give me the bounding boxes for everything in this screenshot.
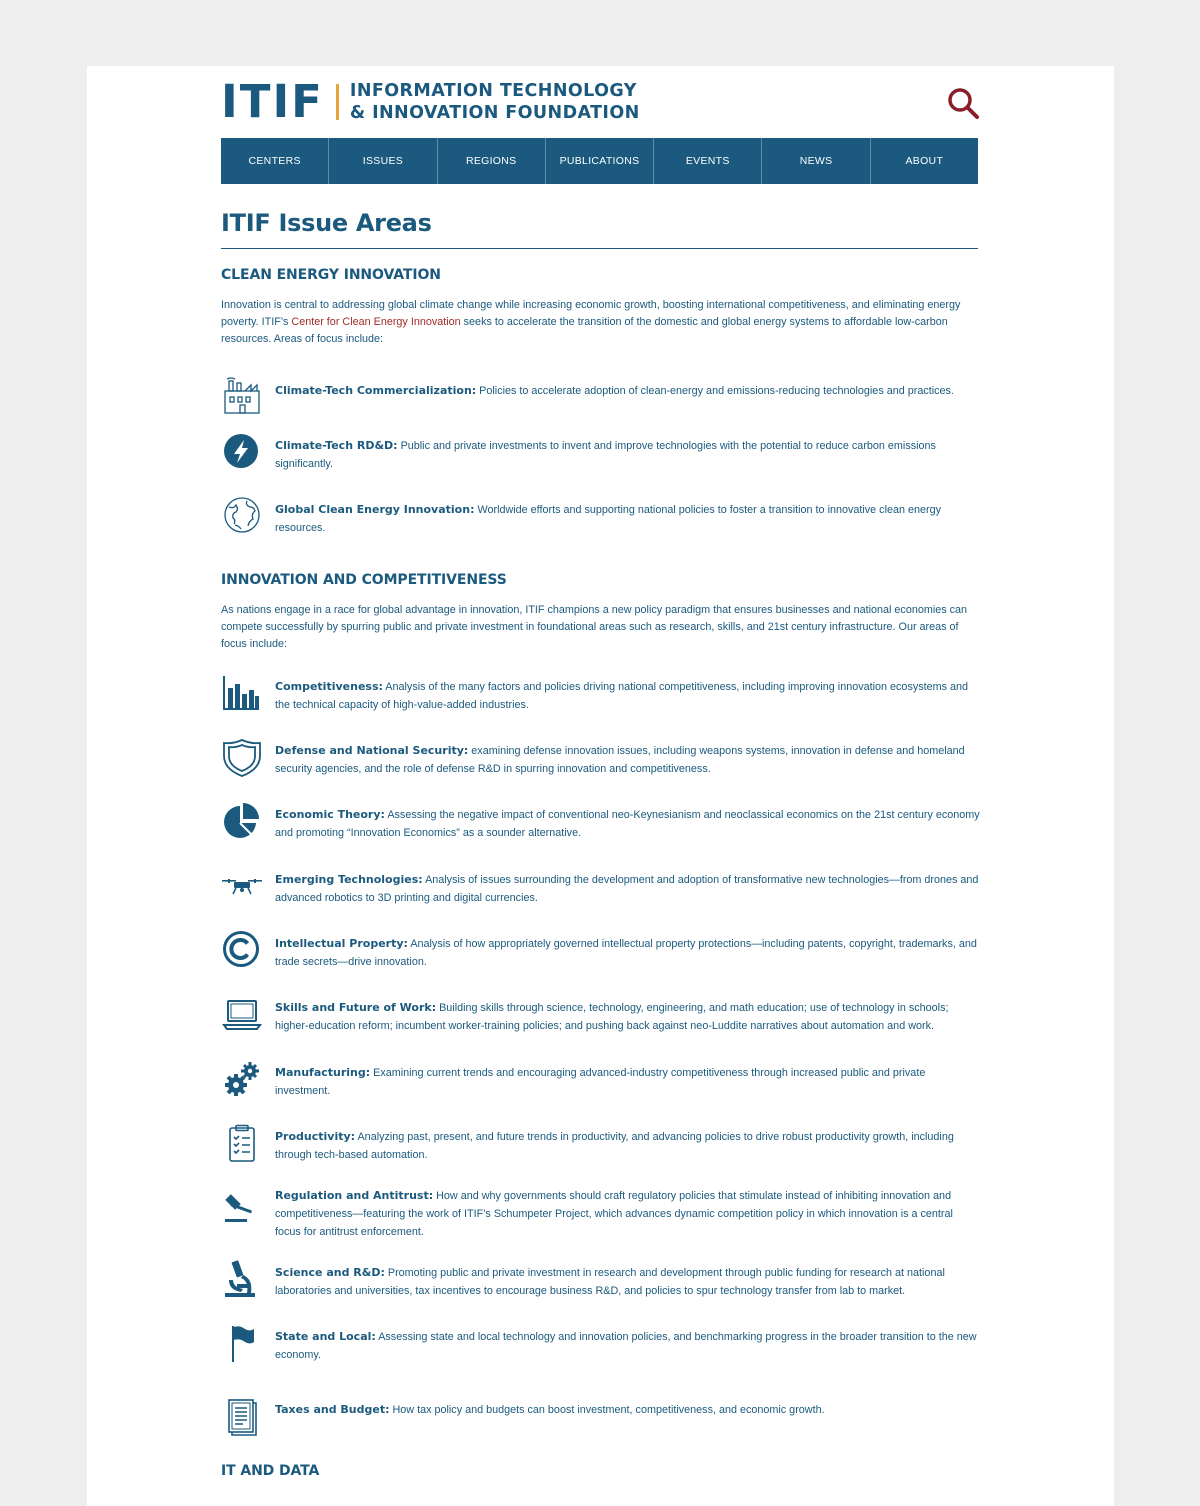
logo-line-2: & INNOVATION FOUNDATION (349, 103, 640, 123)
nav-centers[interactable]: CENTERS (221, 138, 329, 184)
item-text (275, 678, 981, 714)
item-title[interactable]: Taxes and Budget: (275, 1403, 390, 1416)
search-icon (944, 84, 982, 122)
item-description: Assessing the negative impact of conventional neo-Keynesianism and neoclassical economics on the 21st century economy and promoting “Innovation Economics” as a sounder alternative. (275, 809, 980, 839)
list-item (221, 501, 981, 537)
item-text (275, 501, 981, 537)
nav-regions[interactable]: REGIONS (438, 138, 546, 184)
intro-text: Innovation is central to addressing global climate change while increasing economic growth, boosting international competitiveness, and eliminating energy poverty. ITIF’s (221, 299, 961, 328)
item-text (275, 381, 954, 400)
flag-icon (221, 1324, 263, 1364)
search-button[interactable] (944, 84, 982, 122)
item-text (275, 935, 981, 971)
item-title[interactable]: Emerging Technologies: (275, 873, 423, 886)
logo-divider (336, 84, 339, 120)
item-description: Analysis of how appropriately governed intellectual property protections—including patents, copyright, trademarks, and trade secrets—drive innovation. (275, 938, 977, 968)
logo-mark: ITIF (221, 75, 324, 128)
title-divider (221, 248, 978, 249)
item-text (275, 1064, 981, 1100)
nav-events[interactable]: EVENTS (654, 138, 762, 184)
item-description: Analysis of the many factors and policies driving national competitiveness, including improving innovation ecosystems and the technical capacity of high-value-added industries. (275, 681, 969, 711)
item-title[interactable]: Economic Theory: (275, 808, 385, 821)
section-heading-innovation: INNOVATION AND COMPETITIVENESS (221, 572, 507, 588)
item-title[interactable]: Climate-Tech Commercialization: (275, 384, 477, 397)
item-title[interactable]: Manufacturing: (275, 1066, 371, 1079)
itif-logo[interactable] (221, 75, 640, 128)
item-description: Assessing state and local technology and innovation policies, and benchmarking progress in the broader transition to the new economy. (275, 1331, 977, 1361)
item-description: Public and private investments to invent and improve technologies with the potential to reduce carbon emissions significantly. (275, 440, 936, 470)
globe-icon (221, 497, 263, 537)
nav-news[interactable]: NEWS (762, 138, 870, 184)
item-title[interactable]: Climate-Tech RD&D: (275, 439, 398, 452)
item-description: Policies to accelerate adoption of clean-energy and emissions-reducing technologies and practices. (476, 385, 954, 397)
item-text (275, 999, 981, 1035)
item-title[interactable]: Global Clean Energy Innovation: (275, 503, 475, 516)
item-title[interactable]: Science and R&D: (275, 1266, 385, 1279)
list-item (221, 806, 981, 842)
item-title[interactable]: Defense and National Security: (275, 744, 469, 757)
section-heading-clean-energy: CLEAN ENERGY INNOVATION (221, 267, 441, 283)
item-title[interactable]: Competitiveness: (275, 680, 383, 693)
lightning-icon (221, 433, 263, 473)
laptop-icon (221, 995, 263, 1035)
list-item (221, 1064, 981, 1100)
list-item (221, 678, 981, 714)
item-description: Examining current trends and encouraging advanced-industry competitiveness through increased public and private investment. (275, 1067, 926, 1097)
item-text (275, 742, 981, 778)
item-description: How and why governments should craft regulatory policies that stimulate instead of inhibiting innovation and competitiveness—featuring the work of ITIF’s Schumpeter Project, which advances dynamic competition policy in which innovation is a central focus for antitrust enforcement. (275, 1190, 953, 1238)
item-description: examining defense innovation issues, including weapons systems, innovation in defense and homeland security agencies, and the role of defense R&D in spurring innovation and competitiveness. (275, 745, 965, 775)
item-title[interactable]: Intellectual Property: (275, 937, 408, 950)
item-text (275, 1328, 981, 1364)
item-text (275, 1401, 825, 1419)
copyright-icon (221, 931, 263, 971)
factory-icon (221, 377, 263, 417)
shield-icon (221, 738, 263, 778)
nav-about[interactable]: ABOUT (905, 155, 944, 167)
list-item (221, 1328, 981, 1364)
item-text (275, 437, 981, 473)
clipboard-icon (221, 1124, 263, 1164)
item-title[interactable]: Regulation and Antitrust: (275, 1189, 434, 1202)
list-item (221, 999, 981, 1035)
pie-chart-icon (221, 802, 263, 842)
logo-line-1: INFORMATION TECHNOLOGY (349, 81, 637, 101)
main-nav (221, 138, 978, 184)
item-description: Worldwide efforts and supporting national policies to foster a transition to innovative clean energy resources. (275, 504, 942, 534)
drone-icon (221, 867, 263, 907)
list-item (221, 1128, 981, 1164)
list-item (221, 437, 981, 473)
page-title: ITIF Issue Areas (221, 209, 432, 237)
section-intro-innovation: As nations engage in a race for global advantage in innovation, ITIF champions a new policy paradigm that ensures businesses and national economies can compete successfully by spurring public and private investment in foundational areas such as research, skills, and 21st century infrastructure. Our areas of focus include: (221, 604, 968, 650)
list-item (221, 1187, 981, 1241)
item-title[interactable]: State and Local: (275, 1330, 376, 1343)
section-intro-clean-energy (221, 297, 981, 348)
item-text (275, 806, 981, 842)
center-clean-energy-link[interactable]: Center for Clean Energy Innovation (291, 316, 461, 328)
logo-text (350, 80, 640, 124)
list-item (221, 1264, 981, 1300)
item-title[interactable]: Productivity: (275, 1130, 356, 1143)
list-item (221, 381, 981, 417)
item-text (275, 871, 981, 907)
section-heading-it-data: IT AND DATA (221, 1463, 320, 1479)
item-description: Analysis of issues surrounding the development and adoption of transformative new technologies—from drones and advanced robotics to 3D printing and digital currencies. (275, 874, 979, 904)
gavel-icon (221, 1189, 263, 1229)
list-item (221, 1401, 981, 1437)
nav-publications[interactable]: PUBLICATIONS (546, 138, 654, 184)
item-text (275, 1128, 981, 1164)
nav-issues[interactable]: ISSUES (329, 138, 437, 184)
bar-chart-icon (221, 674, 263, 714)
item-text (275, 1187, 981, 1241)
list-item (221, 935, 981, 971)
item-description: Building skills through science, technology, engineering, and math education; use of technology in schools; higher-education reform; incumbent worker-training policies; and pushing back against neo-Luddite narratives about automation and work. (275, 1002, 949, 1032)
ledger-icon (221, 1397, 263, 1437)
list-item (221, 871, 981, 907)
list-item (221, 742, 981, 778)
item-description: Promoting public and private investment in research and development through public funding for research at national laboratories and universities, tax incentives to encourage business R&D, and policies to spur technology transfer from lab to market. (275, 1267, 945, 1297)
item-description: Analyzing past, present, and future trends in productivity, and advancing policies to drive robust productivity growth, including through tech-based automation. (275, 1131, 954, 1161)
intro-text-end: seeks to accelerate the transition of the domestic and global energy systems to affordable low-carbon resources. Areas of focus include: (221, 316, 948, 345)
item-title[interactable]: Skills and Future of Work: (275, 1001, 437, 1014)
gears-icon (221, 1060, 263, 1100)
microscope-icon (221, 1260, 263, 1300)
item-description: How tax policy and budgets can boost investment, competitiveness, and economic growth. (389, 1404, 825, 1416)
item-text (275, 1264, 981, 1300)
